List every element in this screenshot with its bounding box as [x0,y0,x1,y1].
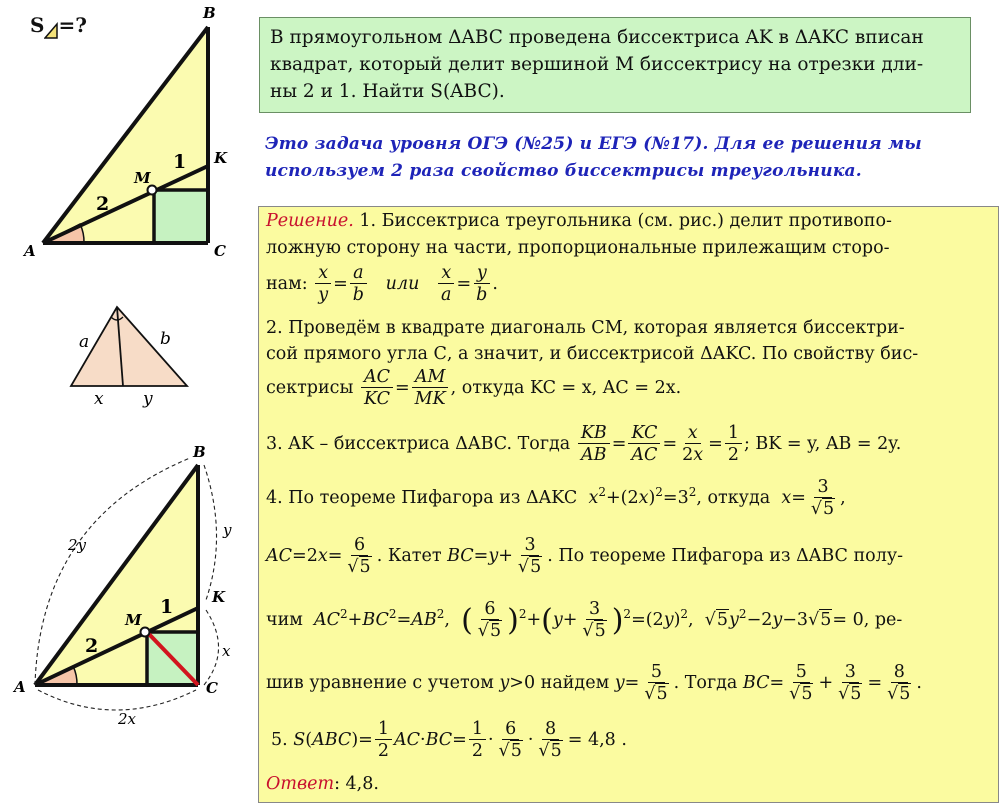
note-line-2: используем 2 раза свойство биссектрисы треугольника. [265,161,862,181]
solution-line-8: 4. По теореме Пифагора из ΔAKC $x^2+(2x)^2=3^2$, откуда x= $\frac{3}{√5}$ , [266,477,846,519]
label-b-side: b [160,329,171,349]
or-word: или [385,274,420,294]
solution-line-9: AC=2x= $\frac{6}{√5}$ . Катет BC=y+ $\frac{3}{√5}$ . По теореме Пифагора из ΔABC полу- [266,535,904,577]
fraction: $\frac{x}{y}$ [315,263,331,306]
label-a-side: a [79,332,90,352]
solution-line-5: сой прямого угла С, а значит, и биссектрисой ΔAKC. По свойству бис- [266,344,919,364]
solution-text: сектрисы [266,378,354,398]
segment-1: 1 [160,596,174,618]
figure-bisector-property [0,295,250,415]
problem-statement [259,17,971,113]
label-a: A [24,242,36,260]
solution-line-12: 5. S(ABC)= $\frac{1}{2}$ AC·BC= $\frac{1}{2}$ · $\frac{6}{√5}$ · $\frac{8}{√5}$ = 4,8 . [271,719,627,761]
solution-text: . Тогда [673,673,738,693]
figure-main-triangle [0,0,250,270]
solution-line-7: 3. AK – биссектриса ΔABC. Тогда $\frac{KB}{AB}$ = $\frac{KC}{AC}$ = $\frac{x}{2x}$ = $\frac{1}{2}$ ; BK = y, AB = 2y. [266,423,902,465]
label-m: M [134,169,151,187]
solution-text: . Катет [376,546,442,566]
solution-text: = 4,8 . [567,730,627,750]
label-k: K [214,149,228,167]
solution-text: 1. Биссектриса треугольника (см. рис.) делит противопо- [353,211,892,231]
solution-text: нам: [266,274,308,294]
answer-label: Ответ [266,774,335,794]
solution-text: 5. [271,730,288,750]
solution-box [258,206,999,803]
exam-note [265,131,995,185]
label-y: y [223,521,232,539]
solution-text: , откуда KC = x, AC = 2x. [450,378,682,398]
label-a: A [14,678,26,696]
problem-line-3: ны 2 и 1. Найти S(ABC). [270,81,505,102]
solution-line-1 [266,211,892,231]
solution-line-11: шив уравнение с учетом y>0 найдем y= $\frac{5}{√5}$ . Тогда BC= $\frac{5}{√5}$ + $\frac{3}{√5}$ = $\frac{8}{√5}$ . [266,662,922,704]
label-x-part: x [94,389,104,409]
label-y-part: y [143,389,153,409]
answer-line [266,774,379,794]
area-question-mark: =? [58,13,87,37]
solution-text: 4. По теореме Пифагора из ΔAKC [266,488,578,508]
label-b: B [193,443,206,461]
fraction: $\frac{a}{b}$ [350,263,367,306]
solution-line-3: нам: $\frac{x}{y}$ = $\frac{a}{b}$ или $\frac{x}{a}$ = $\frac{y}{b}$ . [266,263,498,305]
fraction: $\frac{x}{a}$ [438,263,454,306]
solution-text: чим [266,610,303,630]
label-m: M [125,611,142,629]
solution-label: Решение. [266,211,354,231]
solution-line-4: 2. Проведём в квадрате диагональ CM, которая является биссектри- [266,318,905,338]
label-2x: 2x [118,710,137,728]
solution-line-2: ложную сторону на части, пропорциональные прилежащим сторо- [266,238,890,258]
figure-solution-triangle [0,440,250,730]
problem-line-2: квадрат, который делит вершиной M биссектрису на отрезки дли- [270,54,924,75]
solution-text: ; BK = y, AB = 2y. [743,434,902,454]
label-c: C [214,242,226,260]
fraction: $\frac{y}{b}$ [473,263,490,306]
problem-line-1: В прямоугольном ΔABC проведена биссектриса AK в ΔAKC вписан [270,27,924,48]
inscribed-square [154,190,208,243]
label-c: C [206,679,218,697]
area-symbol: S [30,13,45,37]
solution-text: найдем [540,673,610,693]
label-b: B [203,4,216,22]
solution-text: шив уравнение с учетом [266,673,494,693]
solution-text: . По теореме Пифагора из ΔABC полу- [547,546,904,566]
segment-2: 2 [85,635,99,657]
solution-text: , откуда [696,488,771,508]
note-line-1: Это задача уровня ОГЭ (№25) и ЕГЭ (№17). Для ее решения мы [265,134,922,154]
segment-1: 1 [173,151,187,173]
segment-2: 2 [96,193,110,215]
label-k: K [212,588,226,606]
label-2y: 2y [68,536,87,554]
solution-line-10: чим $AC^2+BC^2=AB^2$, ( $\frac{6}{√5}$ )$^2$+(y+ $\frac{3}{√5}$ )$^2=(2y)^2$, $√5y^2-2y-3√5= 0$, ре- [266,599,903,641]
label-x: x [222,642,231,660]
solution-line-6: сектрисы $\frac{AC}{KC}$ = $\frac{AM}{MK}$ , откуда KC = x, AC = 2x. [266,367,682,409]
solution-text: 3. AK – биссектриса ΔABC. Тогда [266,434,571,454]
answer-value: : 4,8. [334,774,379,794]
solution-text: = 0, ре- [832,610,903,630]
